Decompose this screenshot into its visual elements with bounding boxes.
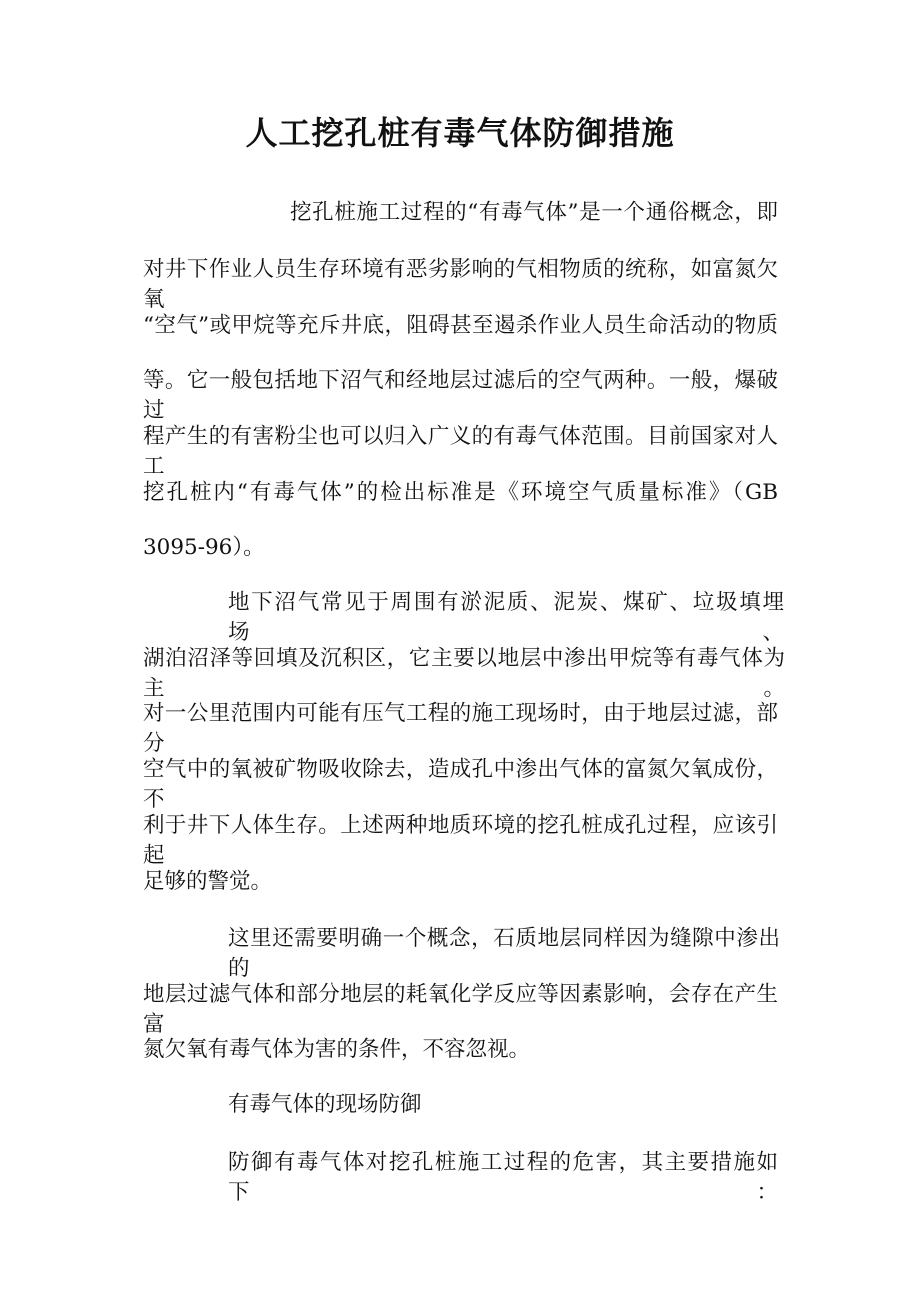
text-line: 挖孔桩施工过程的“有毒气体”是一个通俗概念，即 [290,200,778,225]
text-line: 这里还需要明确一个概念，石质地层同样因为缝隙中渗出的 [228,926,780,981]
text-line: 足够的警觉。 [143,869,273,894]
text-line: 对井下作业人员生存环境有恶劣影响的气相物质的统称，如富氮欠氧 [143,257,778,312]
text-line: 地层过滤气体和部分地层的耗氧化学反应等因素影响，会存在产生富 [143,982,778,1037]
text-line: 程产生的有害粉尘也可以归入广义的有毒气体范围。目前国家对人工 [143,424,778,479]
text-line: 空气中的氧被矿物吸收除去，造成孔中渗出气体的富氮欠氧成份，不 [143,757,778,812]
text-line: 3095-96）。 [143,535,265,560]
text-line: 等。它一般包括地下沼气和经地层过滤后的空气两种。一般，爆破过 [143,368,778,423]
document-title: 人工挖孔桩有毒气体防御措施 [245,114,675,152]
text-line: 对一公里范围内可能有压气工程的施工现场时，由于地层过滤，部分 [143,701,778,756]
text-line: 地下沼气常见于周围有淤泥质、泥炭、煤矿、垃圾填埋场、 [228,590,784,645]
text-line: 利于井下人体生存。上述两种地质环境的挖孔桩成孔过程，应该引起 [143,813,778,868]
section-intro: 防御有毒气体对挖孔桩施工过程的危害，其主要措施如下： [228,1150,778,1205]
text-line: 湖泊沼泽等回填及沉积区，它主要以地层中渗出甲烷等有毒气体为主。 [143,646,785,701]
text-line: 氮欠氧有毒气体为害的条件，不容忽视。 [143,1037,531,1062]
section-heading: 有毒气体的现场防御 [228,1092,422,1117]
text-line: 挖孔桩内“有毒气体”的检出标准是《环境空气质量标准》（GB [143,480,778,505]
text-line: “空气”或甲烷等充斥井底，阻碍甚至遏杀作业人员生命活动的物质 [143,313,778,338]
